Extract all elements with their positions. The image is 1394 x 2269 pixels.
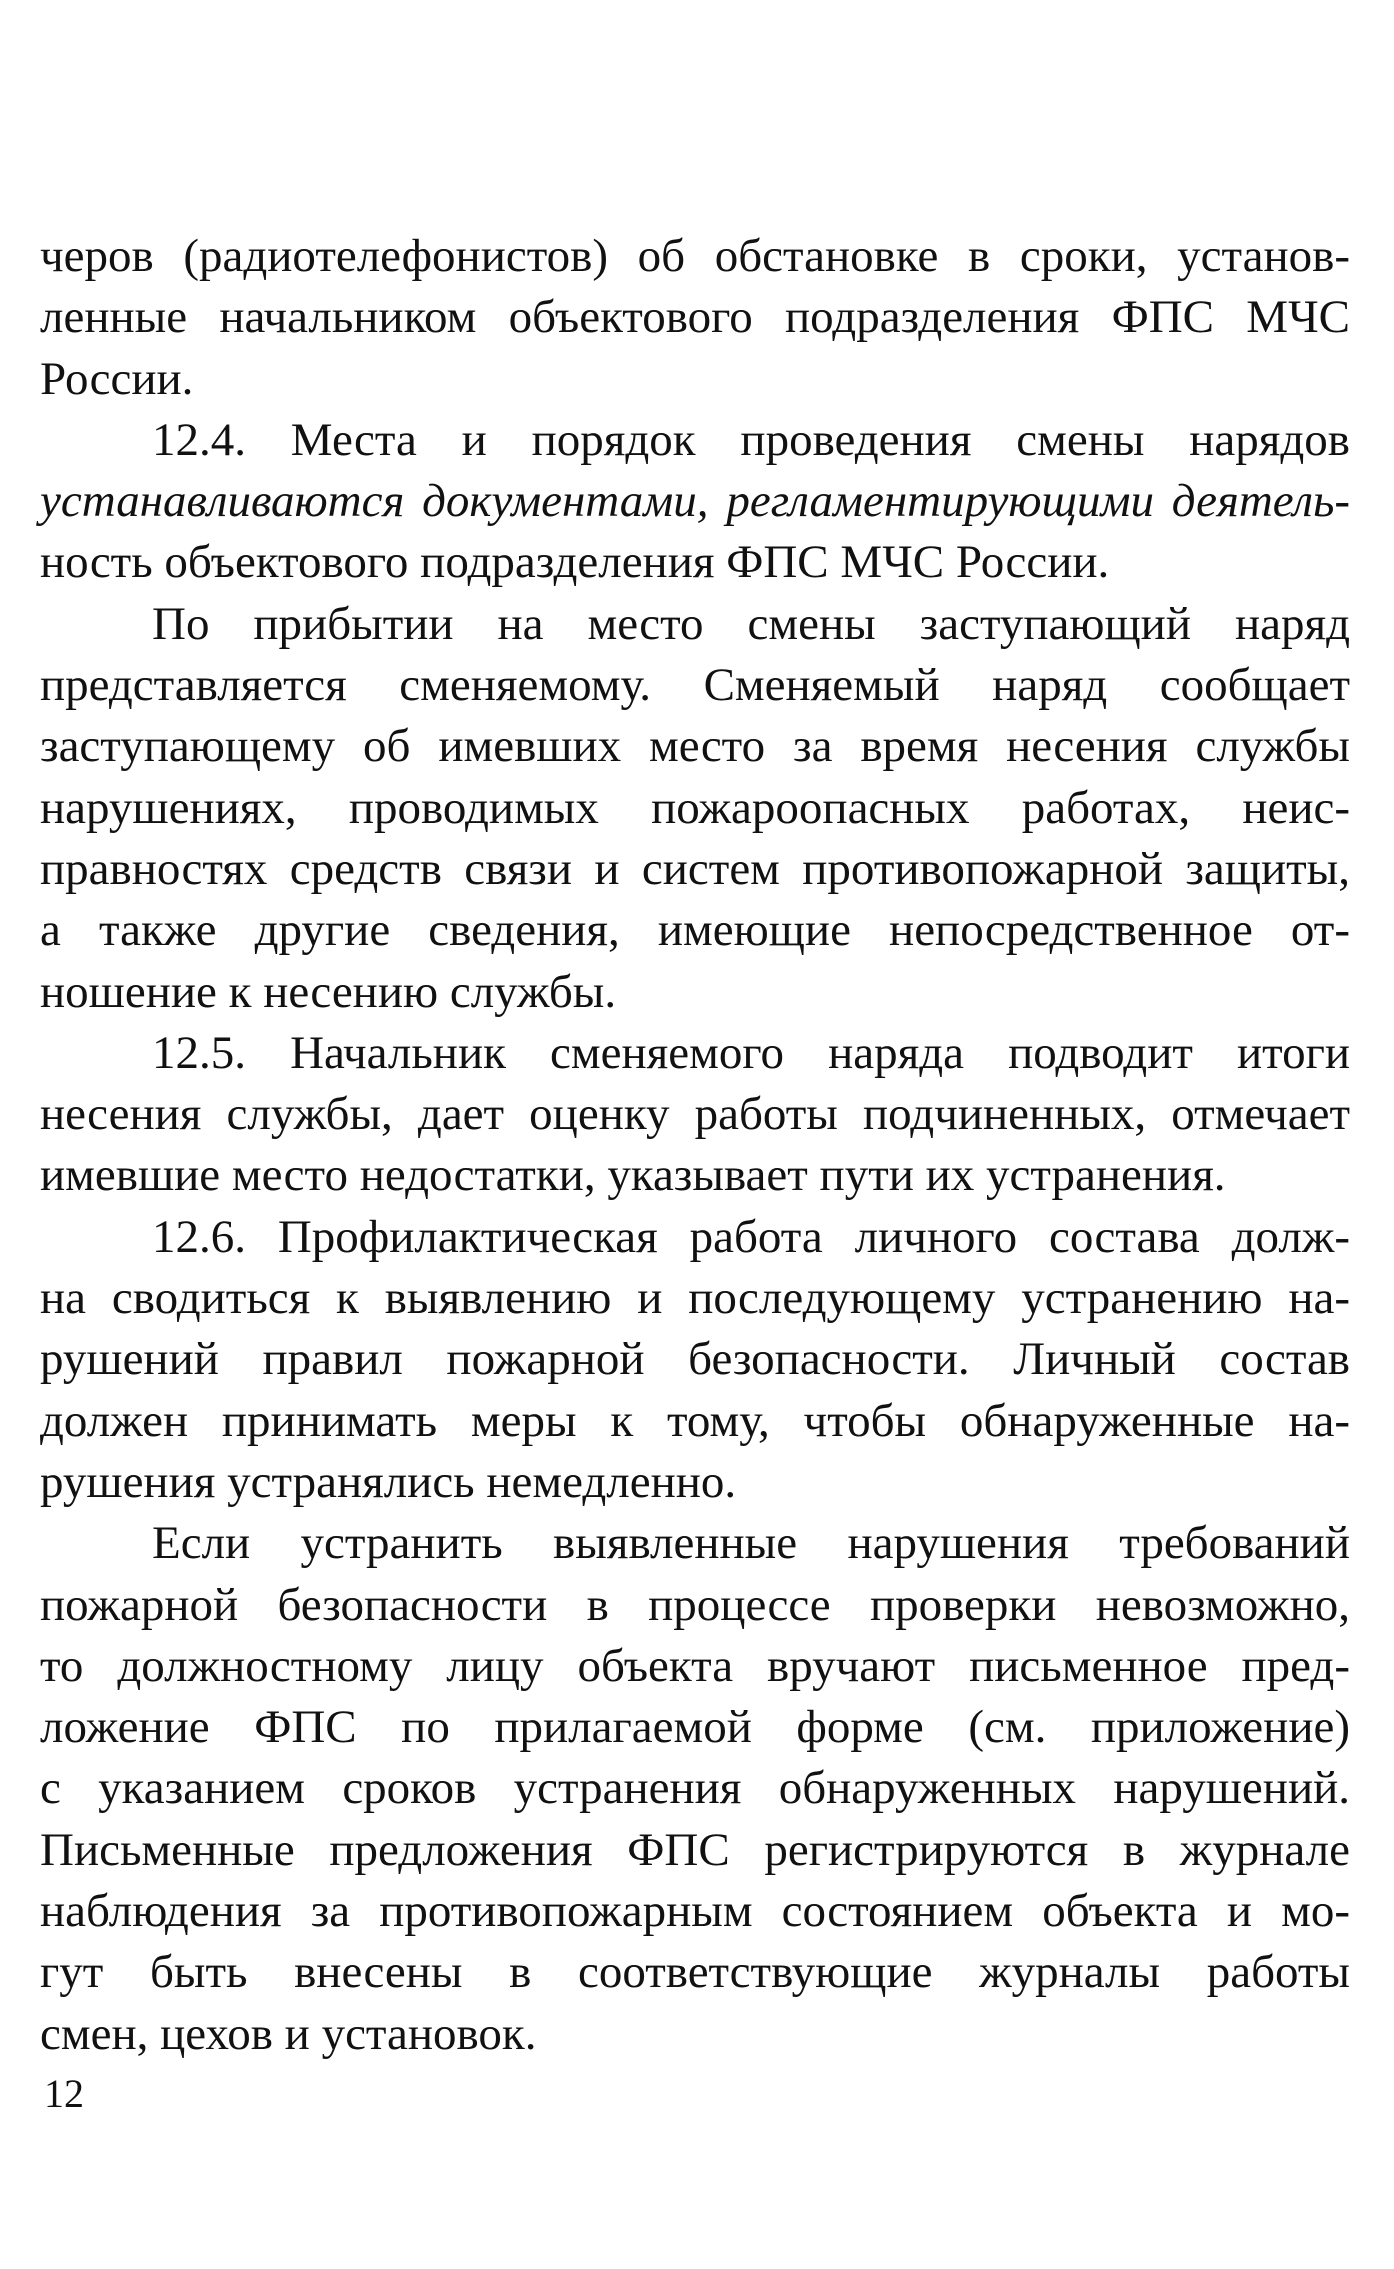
text-line: Если устранить выявленные нарушения требований (152, 1517, 1350, 1570)
text-line: ность объектового подразделения ФПС МЧС России. (40, 536, 1110, 589)
text-line: заступающему об имевших место за время несения службы (40, 720, 1350, 773)
paragraph-12-5 (40, 1023, 1350, 1207)
text-line: а также другие сведения, имеющие непосредственное от- (40, 904, 1350, 957)
text-line: должен принимать меры к тому, чтобы обнаруженные на- (40, 1394, 1350, 1447)
text-line: рушения устранялись немедленно. (40, 1455, 737, 1508)
text-line: представляется сменяемому. Сменяемый наряд сообщает (40, 659, 1350, 712)
text-line: черов (радиотелефонистов) об обстановке в сроки, установ- (40, 230, 1350, 282)
text-line: несения службы, дает оценку работы подчиненных, отмечает (40, 1088, 1350, 1141)
text-line: России. (40, 352, 194, 405)
text-line: с указанием сроков устранения обнаруженных нарушений. (40, 1762, 1350, 1815)
text-line: Письменные предложения ФПС регистрируются в журнале (40, 1823, 1350, 1876)
paragraph-12-6 (40, 1207, 1350, 1513)
text-line: нарушениях, проводимых пожароопасных работах, неис- (40, 781, 1350, 834)
text-line: устанавливаются документами, регламентирующими деятель- (40, 475, 1350, 528)
text-line: пожарной безопасности в процессе проверки невозможно, (40, 1578, 1350, 1631)
text-line: на сводиться к выявлению и последующему устранению на- (40, 1272, 1350, 1325)
text-line: ношение к несению службы. (40, 965, 617, 1018)
text-line: 12.5. Начальник сменяемого наряда подводит итоги (152, 1026, 1350, 1079)
text-line: ленные начальником объектового подразделения ФПС МЧС (40, 291, 1350, 344)
page-number: 12 (44, 2071, 84, 2116)
paragraph-continuation (40, 226, 1350, 410)
text-line: имевшие место недостатки, указывает пути их устранения. (40, 1149, 1226, 1202)
paragraph-12-4 (40, 410, 1350, 594)
text-line: смен, цехов и установок. (40, 2007, 537, 2060)
text-line: ложение ФПС по прилагаемой форме (см. приложение) (40, 1701, 1350, 1754)
text-line: гут быть внесены в соответствующие журналы работы (40, 1946, 1350, 1999)
paragraph-violations (40, 1513, 1350, 2065)
text-line: то должностному лицу объекта вручают письменное пред- (40, 1639, 1350, 1692)
text-line: 12.6. Профилактическая работа личного состава долж- (152, 1210, 1350, 1263)
text-line: рушений правил пожарной безопасности. Личный состав (40, 1333, 1350, 1386)
body-text (40, 226, 1350, 2065)
text-line: правностях средств связи и систем противопожарной защиты, (40, 842, 1350, 895)
text-line: 12.4. Места и порядок проведения смены нарядов (152, 413, 1350, 466)
text-line: наблюдения за противопожарным состоянием объекта и мо- (40, 1885, 1350, 1938)
text-line: По прибытии на место смены заступающий наряд (152, 597, 1350, 650)
paragraph-shift-arrival (40, 594, 1350, 1023)
